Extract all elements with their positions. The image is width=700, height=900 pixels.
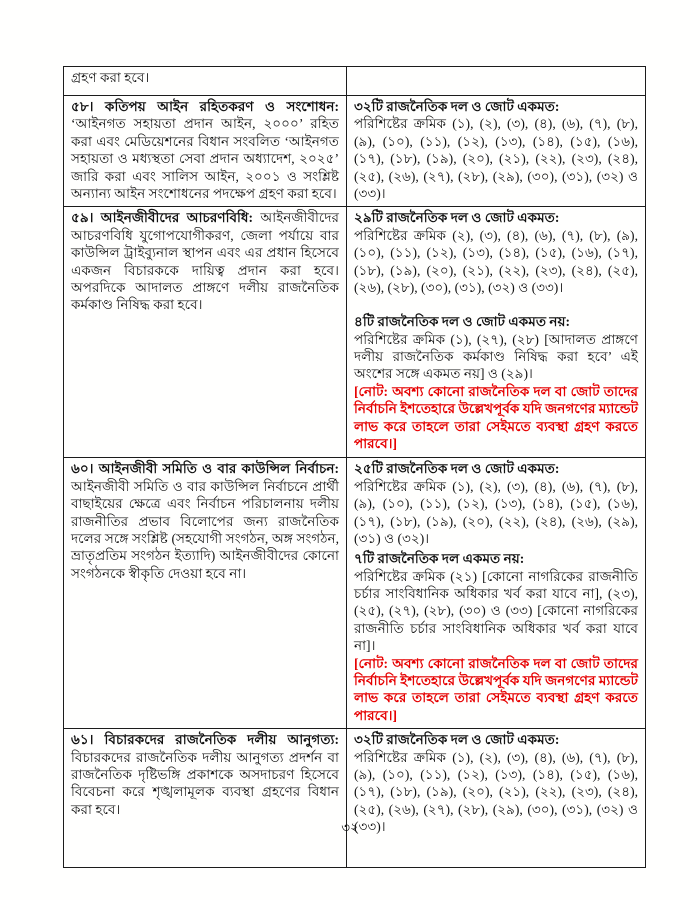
row59-right-cell (347, 207, 646, 458)
table-row-continuation (64, 67, 646, 96)
row58-left-paragraph (71, 98, 339, 202)
row58-left-body: ‘আইনগত সহায়তা প্রদান আইন, ২০০০’ রহিত করা এবং মেডিয়েশনের বিধান সংবলিত ‘আইনগত সহায়তা ও মধ্যস্থতা সেবা প্রদান অধ্যাদেশ, ২০২৫’ জারি করা এবং সালিস আইন, ২০০১ ও সংশ্লিষ্ট অন্যান্য আইন সংশোধনের পদক্ষেপ গ্রহণ করা হবে। (71, 116, 339, 201)
row61-agree-body: পরিশিষ্টের ক্রমিক (১), (২), (৩), (৪), (৬), (৭), (৮), (৯), (১০), (১১), (১২), (১৩), (১৪), (১৫), (১৬), (১৭), (১৮), (১৯), (২০), (২১), (২২), (২৩), (২৪), (২৫), (২৬), (২৭), (২৮), (২৯), (৩০), (৩১), (৩২) ও (৩৩)। (354, 749, 638, 835)
table-row-60 (64, 458, 646, 729)
row60-agree-body: পরিশিষ্টের ক্রমিক (১), (২), (৩), (৪), (৬), (৭), (৮), (৯), (১০), (১১), (১২), (১৩), (১৪), (১৫), (১৬), (১৭), (১৮), (১৯), (২০), (২২), (২৪), (২৬), (২৯), (৩১) ও (৩২)। (354, 478, 638, 546)
row59-left-paragraph (71, 209, 339, 313)
continuation-text: গ্রহণ করা হবে। (71, 70, 150, 85)
row59-note: [নোট: অবশ্য কোনো রাজনৈতিক দল বা জোট তাদের নির্বাচনি ইশতেহারে উল্লেখপূর্বক যদি জনগণের ম্যান্ডেট লাভ করে তাহলে তারা সেইমতে ব্যবস্থা গ্রহণ করতে পারবে।] (354, 383, 638, 452)
row61-left-paragraph (71, 731, 339, 818)
row59-agree-heading: ২৯টি রাজনৈতিক দল ও জোট একমত: (354, 210, 560, 226)
row59-left-body: আইনজীবীদের আচরণবিধি যুগোপযোগীকরণ, জেলা পর্যায়ে বার কাউন্সিল ট্রাইব্যুনাল স্থাপন এবং এর প্রধান হিসেবে একজন বিচারককে দায়িত্ব প্রদান করা হবে। অপরদিকে আদালত প্রাঙ্গণে দলীয় রাজনৈতিক কর্মকাণ্ড নিষিদ্ধ করা হবে। (71, 210, 339, 313)
row58-agree-heading: ৩২টি রাজনৈতিক দল ও জোট একমত: (354, 99, 560, 114)
row61-left-body: বিচারকদের রাজনৈতিক দলীয় আনুগত্য প্রদর্শন বা রাজনৈতিক দৃষ্টিভঙ্গি প্রকাশকে অসদাচরণ হিসেবে বিবেচনা করে শৃঙ্খলামূলক ব্যবস্থা গ্রহণের বিধান করা হবে। (71, 749, 339, 817)
row60-disagree-heading: ৭টি রাজনৈতিক দল একমত নয়: (354, 551, 525, 567)
reform-consensus-table (63, 66, 646, 868)
row58-right-cell (347, 96, 646, 207)
continuation-left-cell (64, 67, 347, 96)
row61-left-cell (64, 729, 347, 868)
row58-left-cell (64, 96, 347, 207)
row60-left-paragraph (71, 460, 339, 582)
table-row-61 (64, 729, 646, 868)
row60-disagree-body: পরিশিষ্টের ক্রমিক (২১) [কোনো নাগরিকের রাজনীতি চর্চার সাংবিধানিক অধিকার খর্ব করা যাবে না], (২৩), (২৫), (২৭), (২৮), (৩০) ও (৩৩) [কোনো নাগরিকের রাজনীতি চর্চার সাংবিধানিক অধিকার খর্ব করা যাবে না]। (354, 568, 638, 654)
row60-note: [নোট: অবশ্য কোনো রাজনৈতিক দল বা জোট তাদের নির্বাচনি ইশতেহারে উল্লেখপূর্বক যদি জনগণের ম্যান্ডেট লাভ করে তাহলে তারা সেইমতে ব্যবস্থা গ্রহণ করতে পারবে।] (354, 655, 638, 723)
row61-right-cell (347, 729, 646, 868)
row61-left-heading: ৬১। বিচারকদের রাজনৈতিক দলীয় আনুগত্য: (71, 732, 339, 748)
row59-disagree-body: পরিশিষ্টের ক্রমিক (১), (২৭), (২৮) [আদালত প্রাঙ্গণে দলীয় রাজনৈতিক কর্মকাণ্ড নিষিদ্ধ করা হবে’ এই অংশের সঙ্গে একমত নয়] ও (২৯)। (354, 331, 638, 382)
row61-agree-heading: ৩২টি রাজনৈতিক দল ও জোট একমত: (354, 732, 560, 748)
continuation-right-cell (347, 67, 646, 96)
row59-disagree-heading: ৪টি রাজনৈতিক দল ও জোট একমত নয়: (354, 314, 571, 330)
row60-left-body: আইনজীবী সমিতি ও বার কাউন্সিল নির্বাচনে প্রার্থী বাছাইয়ের ক্ষেত্রে এবং নির্বাচন পরিচালনায় দলীয় রাজনীতির প্রভাব বিলোপের জন্য রাজনৈতিক দলের সঙ্গে সংশ্লিষ্ট (সহযোগী সংগঠন, অঙ্গ সংগঠন, ভ্রাতৃপ্রতিম সংগঠন ইত্যাদি) আইনজীবীদের কোনো সংগঠনকে স্বীকৃতি দেওয়া হবে না। (71, 478, 339, 581)
row59-left-cell (64, 207, 347, 458)
row60-left-heading: ৬০। আইনজীবী সমিতি ও বার কাউন্সিল নির্বাচন: (71, 461, 339, 477)
row59-left-heading: ৫৯। আইনজীবীদের আচরণবিধি: (71, 210, 254, 226)
row60-right-cell (347, 458, 646, 729)
table-row-58 (64, 96, 646, 207)
page-number: ৩২ (341, 820, 359, 835)
table-row-59 (64, 207, 646, 458)
row58-agree-body: পরিশিষ্টের ক্রমিক (১), (২), (৩), (৪), (৬), (৭), (৮), (৯), (১০), (১১), (১২), (১৩), (১৪), (১৫), (১৬), (১৭), (১৮), (১৯), (২০), (২১), (২২), (২৩), (২৪), (২৫), (২৬), (২৭), (২৮), (২৯), (৩০), (৩১), (৩২) ও (৩৩)। (354, 116, 638, 201)
row58-left-heading: ৫৮। কতিপয় আইন রহিতকরণ ও সংশোধন: (71, 99, 339, 114)
row59-agree-body: পরিশিষ্টের ক্রমিক (২), (৩), (৪), (৬), (৭), (৮), (৯), (১০), (১১), (১২), (১৩), (১৪), (১৫), (১৬), (১৭), (১৮), (১৯), (২০), (২১), (২২), (২৩), (২৪), (২৫), (২৬), (২৮), (৩০), (৩১), (৩২) ও (৩৩)। (354, 227, 638, 295)
row60-agree-heading: ২৫টি রাজনৈতিক দল ও জোট একমত: (354, 461, 560, 477)
row60-left-cell (64, 458, 347, 729)
